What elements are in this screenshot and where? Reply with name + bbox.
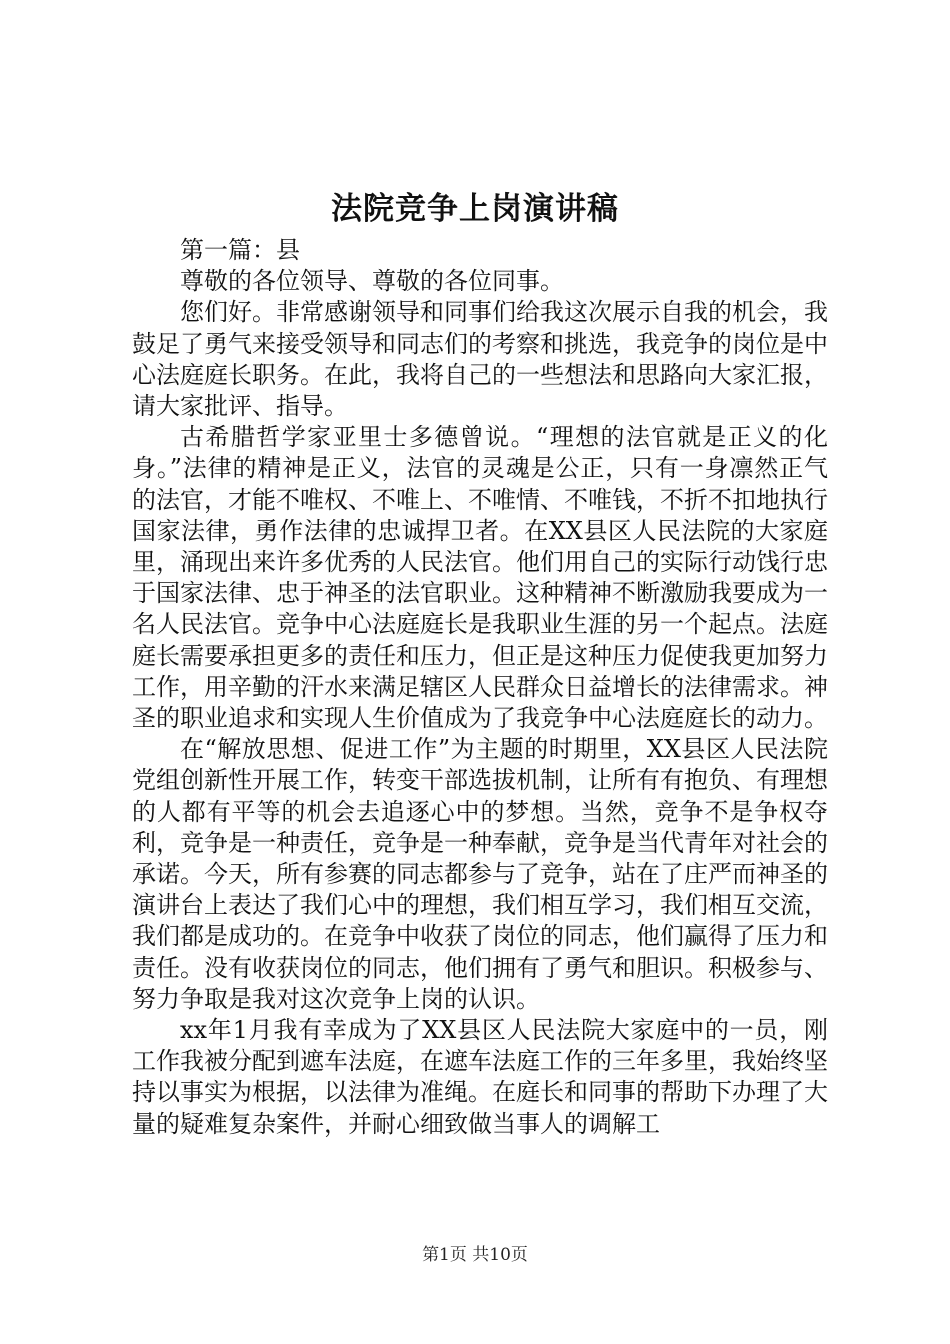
paragraph-aristotle-quote: 古希腊哲学家亚里士多德曾说。“理想的法官就是正义的化身。”法律的精神是正义，法官的灵魂是公正，只有一身凛然正气的法官，才能不唯权、不唯上、不唯情、不唯钱，不折不扣地执行国家法律，勇作法律的忠诚捍卫者。在XX县区人民法院的大家庭里，涌现出来许多优秀的人民法官。他们用自己的实际行动饯行忠于国家法律、忠于神圣的法官职业。这种精神不断激励我要成为一名人民法官。竞争中心法庭庭长是我职业生涯的另一个起点。法庭庭长需要承担更多的责任和压力，但正是这种压力促使我更加努力工作，用辛勤的汗水来满足辖区人民群众日益增长的法律需求。神圣的职业追求和实现人生价值成为了我竞争中心法庭庭长的动力。	[132, 423, 828, 733]
paragraph-competition: 在“解放思想、促进工作”为主题的时期里，XX县区人民法院党组创新性开展工作，转变干部选拔机制，让所有有抱负、有理想的人都有平等的机会去追逐心中的梦想。当然，竞争不是争权夺利，竞争是一种责任，竞争是一种奉献，竞争是当代青年对社会的承诺。今天，所有参赛的同志都参与了竞争，站在了庄严而神圣的演讲台上表达了我们心中的理想，我们相互学习，我们相互交流，我们都是成功的。在竞争中收获了岗位的同志，他们赢得了压力和责任。没有收获岗位的同志，他们拥有了勇气和胆识。积极参与、努力争取是我对这次竞争上岗的认识。	[132, 735, 828, 1013]
paragraph-greeting: 您们好。非常感谢领导和同事们给我这次展示自我的机会，我鼓足了勇气来接受领导和同志们的考察和挑选，我竞争的岗位是中心法庭庭长职务。在此，我将自己的一些想法和思路向大家汇报，请大家批评、指导。	[132, 298, 828, 421]
document-body	[132, 235, 828, 1140]
paragraph-salutation: 尊敬的各位领导、尊敬的各位同事。	[180, 267, 564, 296]
paragraph-work-history: xx年1月我有幸成为了XX县区人民法院大家庭中的一员，刚工作我被分配到遮车法庭，在遮车法庭工作的三年多里，我始终坚持以事实为根据，以法律为准绳。在庭长和同事的帮助下办理了大量的疑难复杂案件，并耐心细致做当事人的调解工	[132, 1016, 828, 1138]
page-number-footer: 第1页 共10页	[422, 1245, 528, 1265]
paragraph-section-heading: 第一篇：县	[180, 236, 300, 264]
document-title: 法院竞争上岗演讲稿	[331, 191, 619, 227]
